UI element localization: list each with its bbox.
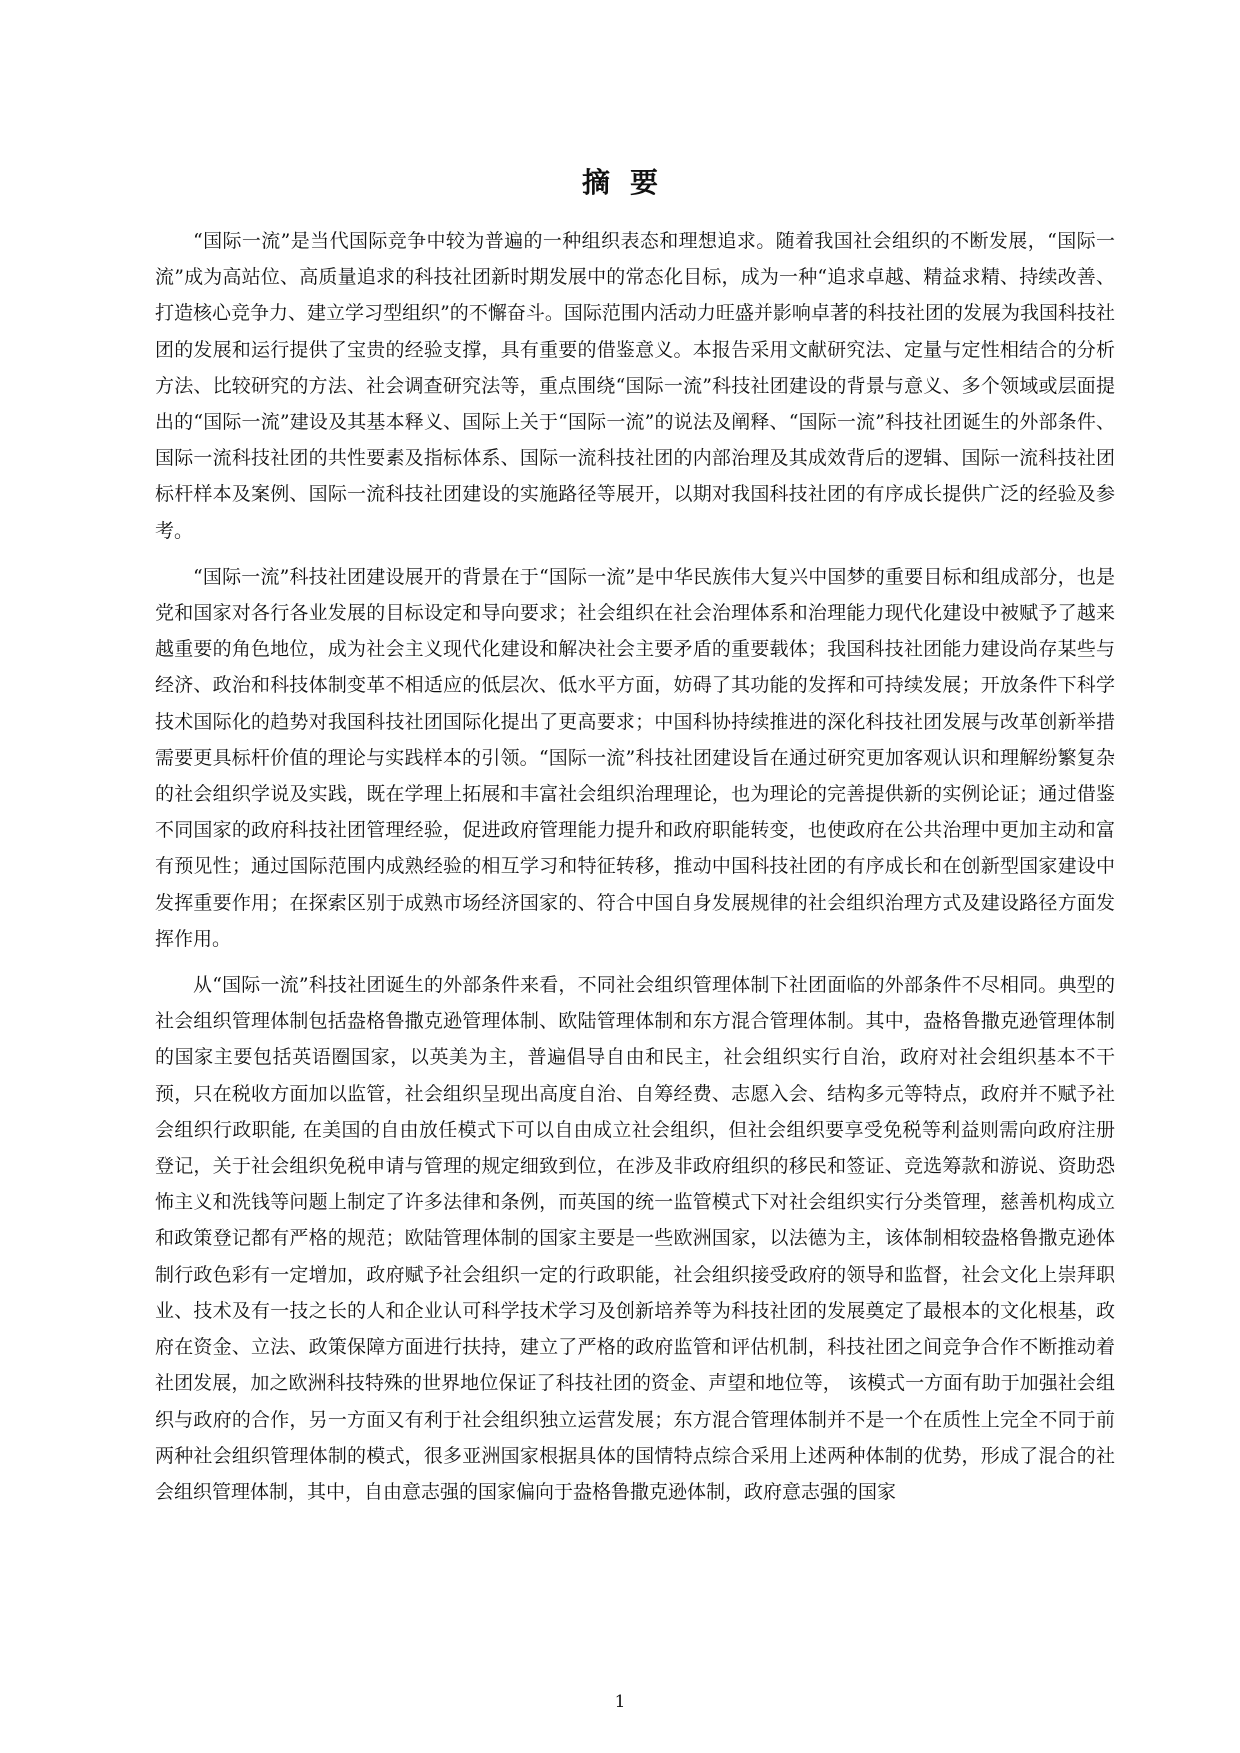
page-title: 摘要 (581, 166, 678, 199)
paragraph: “国际一流”科技社团建设展开的背景在于“国际一流”是中华民族伟大复兴中国梦的重要目标和组成部分，也是党和国家对各行各业发展的目标设定和导向要求；社会组织在社会治理体系和治理能力现代化建设中被赋予了越来越重要的角色地位，成为社会主义现代化建设和解决社会主要矛盾的重要载体；我国科技社团能力建设尚存某些与经济、政治和科技体制变革不相适应的低层次、低水平方面，妨碍了其功能的发挥和可持续发展；开放条件下科学技术国际化的趋势对我国科技社团国际化提出了更高要求；中国科协持续推进的深化科技社团发展与改革创新举措需要更具标杆价值的理论与实践样本的引领。“国际一流”科技社团建设旨在通过研究更加客观认识和理解纷繁复杂的社会组织学说及实践，既在学理上拓展和丰富社会组织治理理论，也为理论的完善提供新的实例论证；通过借鉴不同国家的政府科技社团管理经验，促进政府管理能力提升和政府职能转变，也使政府在公共治理中更加主动和富有预见性；通过国际范围内成熟经验的相互学习和特征转移，推动中国科技社团的有序成长和在创新型国家建设中发挥重要作用；在探索区别于成熟市场经济国家的、符合中国自身发展规律的社会组织治理方式及建设路径方面发挥作用。 (155, 565, 1115, 950)
paragraph: 从“国际一流”科技社团诞生的外部条件来看，不同社会组织管理体制下社团面临的外部条件不尽相同。典型的社会组织管理体制包括盎格鲁撒克逊管理体制、欧陆管理体制和东方混合管理体制。其中，盎格鲁撒克逊管理体制的国家主要包括英语圈国家，以英美为主，普遍倡导自由和民主，社会组织实行自治，政府对社会组织基本不干预，只在税收方面加以监管，社会组织呈现出高度自治、自筹经费、志愿入会、结构多元等特点，政府并不赋予社会组织行政职能, 在美国的自由放任模式下可以自由成立社会组织，但社会组织要享受免税等利益则需向政府注册登记，关于社会组织免税申请与管理的规定细致到位，在涉及非政府组织的移民和签证、竞选筹款和游说、资助恐怖主义和洗钱等问题上制定了许多法律和条例，而英国的统一监管模式下对社会组织实行分类管理，慈善机构成立和政策登记都有严格的规范；欧陆管理体制的国家主要是一些欧洲国家，以法德为主，该体制相较盎格鲁撒克逊体制行政色彩有一定增加，政府赋予社会组织一定的行政职能，社会组织接受政府的领导和监督，社会文化上崇拜职业、技术及有一技之长的人和企业认可科学技术学习及创新培养等为科技社团的发展奠定了最根本的文化根基，政府在资金、立法、政策保障方面进行扶持，建立了严格的政府监管和评估机制，科技社团之间竞争合作不断推动着社团发展，加之欧洲科技特殊的世界地位保证了科技社团的资金、声望和地位等， 该模式一方面有助于加强社会组织与政府的合作，另一方面又有利于社会组织独立运营发展；东方混合管理体制并不是一个在质性上完全不同于前两种社会组织管理体制的模式，很多亚洲国家根据具体的国情特点综合采用上述两种体制的优势，形成了混合的社会组织管理体制，其中，自由意志强的国家偏向于盎格鲁撒克逊体制，政府意志强的国家 (155, 974, 1115, 1503)
abstract-body (155, 223, 1115, 1520)
page-number: 1 (614, 1692, 626, 1712)
paragraph: “国际一流”是当代国际竞争中较为普遍的一种组织表态和理想追求。随着我国社会组织的不断发展，“国际一流”成为高站位、高质量追求的科技社团新时期发展中的常态化目标，成为一种“追求卓越、精益求精、持续改善、打造核心竞争力、建立学习型组织”的不懈奋斗。国际范围内活动力旺盛并影响卓著的科技社团的发展为我国科技社团的发展和运行提供了宝贵的经验支撑，具有重要的借鉴意义。本报告采用文献研究法、定量与定性相结合的分析方法、比较研究的方法、社会调查研究法等，重点围绕“国际一流”科技社团建设的背景与意义、多个领域或层面提出的“国际一流”建设及其基本释义、国际上关于“国际一流”的说法及阐释、“国际一流”科技社团诞生的外部条件、国际一流科技社团的共性要素及指标体系、国际一流科技社团的内部治理及其成效背后的逻辑、国际一流科技社团标杆样本及案例、国际一流科技社团建设的实施路径等展开，以期对我国科技社团的有序成长提供广泛的经验及参考。 (155, 230, 1115, 542)
